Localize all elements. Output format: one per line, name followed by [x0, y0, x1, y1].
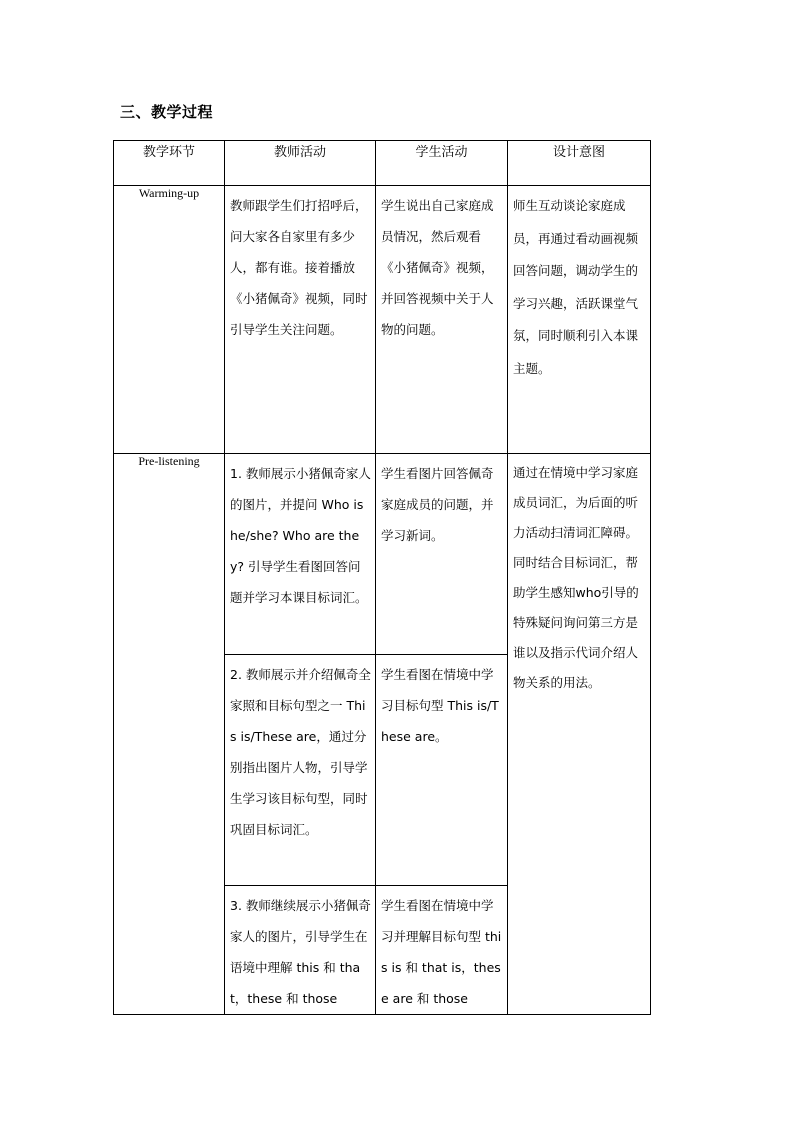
teaching-process-table — [113, 140, 651, 1015]
header-teacher-activity: 教师活动 — [225, 141, 376, 186]
teacher-activity-cell — [225, 186, 376, 454]
design-intent-text: 师生互动谈论家庭成员，再通过看动画视频回答问题，调动学生的学习兴趣，活跃课堂气氛，同时顺利引入本课主题。 — [513, 198, 639, 376]
teacher-activity-cell — [225, 886, 376, 1015]
table-row — [114, 186, 651, 454]
teacher-activity-text: 教师跟学生们打招呼后，问大家各自家里有多少人，都有谁。接着播放《小猪佩奇》视频，同时引导学生关注问题。 — [230, 198, 368, 337]
teacher-activity-text: 1. 教师展示小猪佩奇家人的图片，并提问 Who is he/she? Who are they? 引导学生看图回答问题并学习本课目标词汇。 — [230, 466, 371, 605]
teacher-activity-text: 3. 教师继续展示小猪佩奇家人的图片，引导学生在语境中理解 this 和 that，these 和 those — [230, 898, 371, 1006]
header-design-intent: 设计意图 — [508, 141, 651, 186]
student-activity-cell — [376, 655, 508, 886]
teacher-activity-cell — [225, 454, 376, 655]
header-stage: 教学环节 — [114, 141, 225, 186]
student-activity-cell — [376, 454, 508, 655]
stage-warming-up: Warming-up — [114, 186, 225, 454]
stage-pre-listening: Pre-listening — [114, 454, 225, 1015]
student-activity-text: 学生看图片回答佩奇家庭成员的问题，并学习新词。 — [381, 466, 494, 543]
design-intent-text: 通过在情境中学习家庭成员词汇，为后面的听力活动扫清词汇障碍。同时结合目标词汇，帮助学生感知who引导的特殊疑问询问第三方是谁以及指示代词介绍人物关系的用法。 — [513, 465, 639, 690]
design-intent-cell — [508, 186, 651, 454]
section-title: 三、教学过程 — [120, 103, 214, 121]
student-activity-text: 学生说出自己家庭成员情况，然后观看《小猪佩奇》视频，并回答视频中关于人物的问题。 — [381, 198, 494, 337]
design-intent-cell — [508, 454, 651, 1015]
teacher-activity-text: 2. 教师展示并介绍佩奇全家照和目标句型之一 This is/These are，通过分别指出图片人物，引导学生学习该目标句型，同时巩固目标词汇。 — [230, 667, 371, 837]
table-row — [114, 454, 651, 655]
student-activity-text: 学生看图在情境中学习目标句型 This is/These are。 — [381, 667, 499, 744]
student-activity-cell — [376, 886, 508, 1015]
header-row — [114, 141, 651, 186]
student-activity-cell — [376, 186, 508, 454]
header-student-activity: 学生活动 — [376, 141, 508, 186]
student-activity-text: 学生看图在情境中学习并理解目标句型 this is 和 that is，these are 和 those — [381, 898, 502, 1006]
teacher-activity-cell — [225, 655, 376, 886]
